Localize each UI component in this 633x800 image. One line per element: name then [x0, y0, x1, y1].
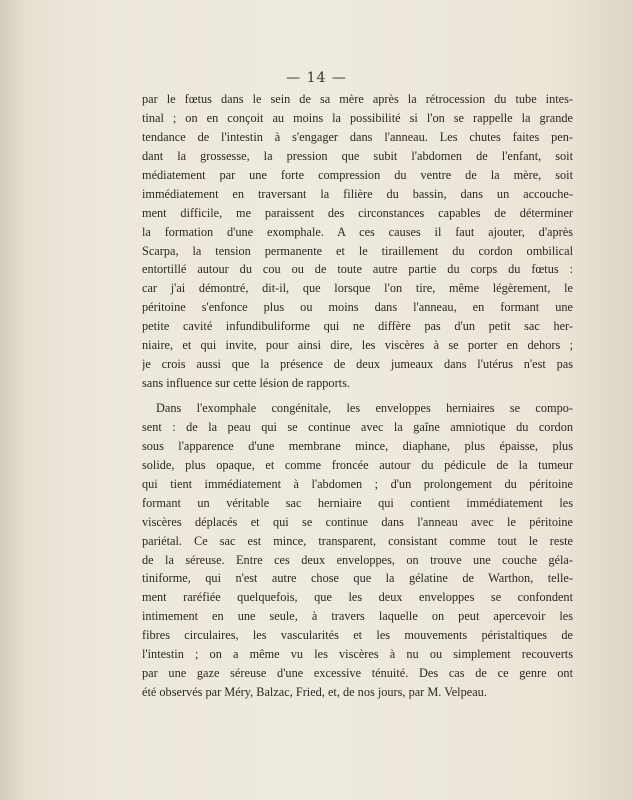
text-line: dant la grossesse, la pression que subit l'abdomen de l'enfant, soit	[142, 148, 573, 163]
text-line: de la séreuse. Entre ces deux enveloppes, on trouve une couche géla-	[142, 552, 573, 567]
text-line: été observés par Méry, Balzac, Fried, et, de nos jours, par M. Velpeau.	[142, 685, 487, 700]
text-line: entortillé autour du cou ou de toute autre partie du corps du fœtus :	[142, 262, 573, 277]
paragraph	[142, 90, 573, 393]
text-line: sous l'apparence d'une membrane mince, diaphane, plus épaisse, plus	[142, 438, 573, 453]
text-line: tendance de l'intestin à s'engager dans l'anneau. Les chutes faites pen-	[142, 129, 573, 144]
text-line: je crois aussi que la présence de deux jumeaux dans l'utérus n'est pas	[142, 357, 573, 372]
text-line: tinal ; on en conçoit au moins la possibilité si l'on se rappelle la grande	[142, 110, 573, 125]
text-line: tiniforme, qui n'est autre chose que la gélatine de Warthon, telle-	[142, 571, 573, 586]
text-line: fibres circulaires, les vascularités et les mouvements péristaltiques de	[142, 628, 573, 643]
text-line: médiatement par une forte compression du ventre de la mère, soit	[142, 167, 573, 182]
text-line: petite cavité infundibuliforme qui ne diffère pas d'un petit sac her-	[142, 319, 573, 334]
text-line: ment difficile, me paraissent des circonstances capables de déterminer	[142, 205, 573, 220]
body-text	[142, 90, 573, 702]
text-line: sans influence sur cette lésion de rapports.	[142, 376, 350, 391]
text-line: péritoine s'enfonce plus ou moins dans l'anneau, en formant une	[142, 300, 573, 315]
text-line: l'intestin ; on a même vu les viscères à nu ou simplement recouverts	[142, 647, 573, 662]
page-number: — 14 —	[286, 70, 347, 86]
paragraph	[142, 399, 573, 702]
text-line: solide, plus opaque, et comme froncée autour du pédicule de la tumeur	[142, 457, 573, 472]
text-line: par une gaze séreuse d'une excessive ténuité. Des cas de ce genre ont	[142, 666, 573, 681]
text-line: Scarpa, la tension permanente et le tiraillement du cordon ombilical	[142, 243, 573, 258]
text-line: viscères déplacés et qui se continue dans l'anneau avec le péritoine	[142, 514, 573, 529]
text-line: Dans l'exomphale congénitale, les enveloppes herniaires se compo-	[156, 401, 573, 415]
text-line: niaire, et qui invite, pour ainsi dire, les viscères à se porter en dehors ;	[142, 338, 573, 353]
text-line: pariétal. Ce sac est mince, transparent, consistant comme tout le reste	[142, 533, 573, 548]
text-line: qui tient immédiatement à l'abdomen ; d'un prolongement du péritoine	[142, 476, 573, 491]
text-line: car j'ai démontré, dit-il, que lorsque l'on tire, même légèrement, le	[142, 281, 573, 296]
text-line: immédiatement en traversant la filière du bassin, dans un accouche-	[142, 186, 573, 201]
text-line: formant un véritable sac herniaire qui contient immédiatement les	[142, 495, 573, 510]
text-line: intimement en une seule, à travers laquelle on peut apercevoir les	[142, 609, 573, 624]
text-line: sent : de la peau qui se continue avec la gaîne amniotique du cordon	[142, 419, 573, 434]
text-line: par le fœtus dans le sein de sa mère après la rétrocession du tube intes-	[142, 92, 573, 106]
text-line: ment raréfiée quelquefois, que les deux enveloppes se confondent	[142, 590, 573, 605]
text-line: la formation d'une exomphale. A ces causes il faut ajouter, d'après	[142, 224, 573, 239]
